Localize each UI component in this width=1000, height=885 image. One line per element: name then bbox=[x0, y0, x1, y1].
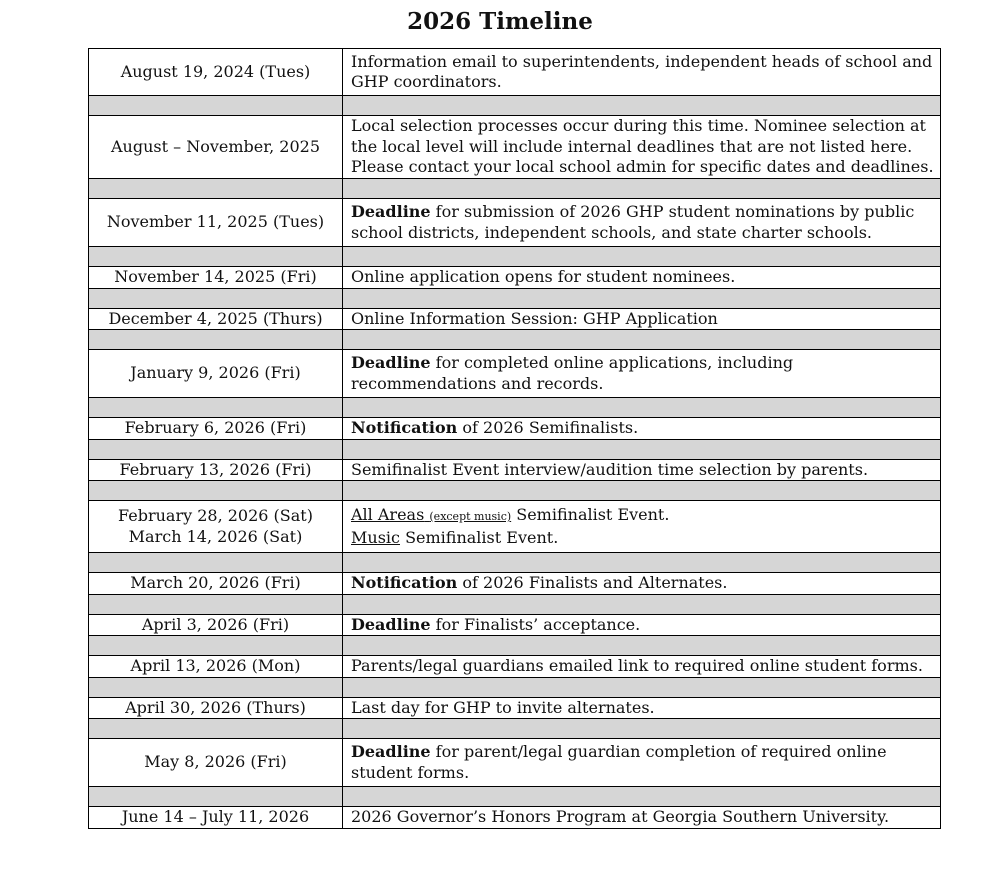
date-cell: April 30, 2026 (Thurs) bbox=[89, 697, 343, 719]
date-cell: August 19, 2024 (Tues) bbox=[89, 49, 343, 96]
music-label: Music bbox=[351, 527, 400, 547]
spacer-row bbox=[89, 330, 941, 350]
notification-label: Notification bbox=[351, 418, 458, 437]
description-cell: Semifinalist Event interview/audition time selection by parents. bbox=[343, 459, 941, 481]
description-cell bbox=[343, 573, 941, 595]
table-row bbox=[89, 350, 941, 398]
spacer-row bbox=[89, 553, 941, 573]
date-cell: March 20, 2026 (Fri) bbox=[89, 573, 343, 595]
description-cell: 2026 Governor’s Honors Program at Georgia Southern University. bbox=[343, 807, 941, 829]
description-text: of 2026 Semifinalists. bbox=[457, 418, 639, 437]
table-row bbox=[89, 199, 941, 247]
description-cell: Online Information Session: GHP Application bbox=[343, 308, 941, 330]
description-cell bbox=[343, 199, 941, 247]
spacer-row bbox=[89, 247, 941, 267]
description-cell bbox=[343, 501, 941, 553]
deadline-label: Deadline bbox=[351, 353, 431, 372]
page-title: 2026 Timeline bbox=[407, 8, 593, 35]
table-row bbox=[89, 573, 941, 595]
description-text: for Finalists’ acceptance. bbox=[430, 614, 641, 634]
spacer-row bbox=[89, 787, 941, 807]
date-line: February 28, 2026 (Sat) bbox=[118, 506, 313, 525]
spacer-row bbox=[89, 677, 941, 697]
spacer-row bbox=[89, 594, 941, 614]
table-row bbox=[89, 116, 941, 179]
description-text: for parent/legal guardian completion of required online student forms. bbox=[351, 742, 887, 782]
spacer-row bbox=[89, 439, 941, 459]
description-line: All Areas (except music) Semifinalist Event. bbox=[351, 505, 670, 524]
table-row bbox=[89, 614, 941, 636]
table-row bbox=[89, 739, 941, 787]
spacer-row bbox=[89, 481, 941, 501]
spacer-row bbox=[89, 288, 941, 308]
table-row bbox=[89, 49, 941, 96]
spacer-row bbox=[89, 636, 941, 656]
description-cell: Parents/legal guardians emailed link to required online student forms. bbox=[343, 656, 941, 678]
spacer-row bbox=[89, 179, 941, 199]
notification-label: Notification bbox=[351, 573, 458, 592]
except-music-note: (except music) bbox=[429, 510, 512, 523]
date-cell: April 13, 2026 (Mon) bbox=[89, 656, 343, 678]
date-cell: November 14, 2025 (Fri) bbox=[89, 267, 343, 289]
table-row bbox=[89, 308, 941, 330]
description-text: for completed online applications, including recommendations and records. bbox=[351, 353, 794, 393]
description-cell bbox=[343, 418, 941, 440]
date-line: March 14, 2026 (Sat) bbox=[128, 526, 303, 546]
description-cell: Local selection processes occur during this time. Nominee selection at the local level will include internal deadlines that are not listed here. Please contact your local school admin for specific dates and deadlines. bbox=[343, 116, 941, 179]
table-row bbox=[89, 501, 941, 553]
date-cell: May 8, 2026 (Fri) bbox=[89, 739, 343, 787]
description-cell bbox=[343, 739, 941, 787]
description-cell bbox=[343, 614, 941, 636]
description-cell: Online application opens for student nominees. bbox=[343, 267, 941, 289]
description-text: of 2026 Finalists and Alternates. bbox=[457, 573, 728, 592]
table-row bbox=[89, 807, 941, 829]
table-row bbox=[89, 418, 941, 440]
table-row bbox=[89, 459, 941, 481]
date-cell: June 14 – July 11, 2026 bbox=[89, 807, 343, 829]
spacer-row bbox=[89, 398, 941, 418]
table-row bbox=[89, 656, 941, 678]
date-cell bbox=[89, 501, 343, 553]
description-cell: Information email to superintendents, independent heads of school and GHP coordinators. bbox=[343, 49, 941, 96]
date-cell: April 3, 2026 (Fri) bbox=[89, 614, 343, 636]
date-cell: August – November, 2025 bbox=[89, 116, 343, 179]
deadline-label: Deadline bbox=[351, 614, 431, 634]
all-areas-label: All Areas (except music) bbox=[351, 505, 512, 524]
description-cell: Last day for GHP to invite alternates. bbox=[343, 697, 941, 719]
spacer-row bbox=[89, 719, 941, 739]
date-cell: December 4, 2025 (Thurs) bbox=[89, 308, 343, 330]
description-line: Music Semifinalist Event. bbox=[351, 527, 559, 547]
date-cell: January 9, 2026 (Fri) bbox=[89, 350, 343, 398]
table-row bbox=[89, 697, 941, 719]
description-text: for submission of 2026 GHP student nominations by public school districts, independent schools, and state charter schools. bbox=[351, 202, 915, 242]
timeline-table bbox=[88, 48, 941, 829]
spacer-row bbox=[89, 96, 941, 116]
description-cell bbox=[343, 350, 941, 398]
date-cell: November 11, 2025 (Tues) bbox=[89, 199, 343, 247]
deadline-label: Deadline bbox=[351, 202, 431, 221]
date-cell: February 6, 2026 (Fri) bbox=[89, 418, 343, 440]
deadline-label: Deadline bbox=[351, 742, 431, 761]
table-row bbox=[89, 267, 941, 289]
date-cell: February 13, 2026 (Fri) bbox=[89, 459, 343, 481]
